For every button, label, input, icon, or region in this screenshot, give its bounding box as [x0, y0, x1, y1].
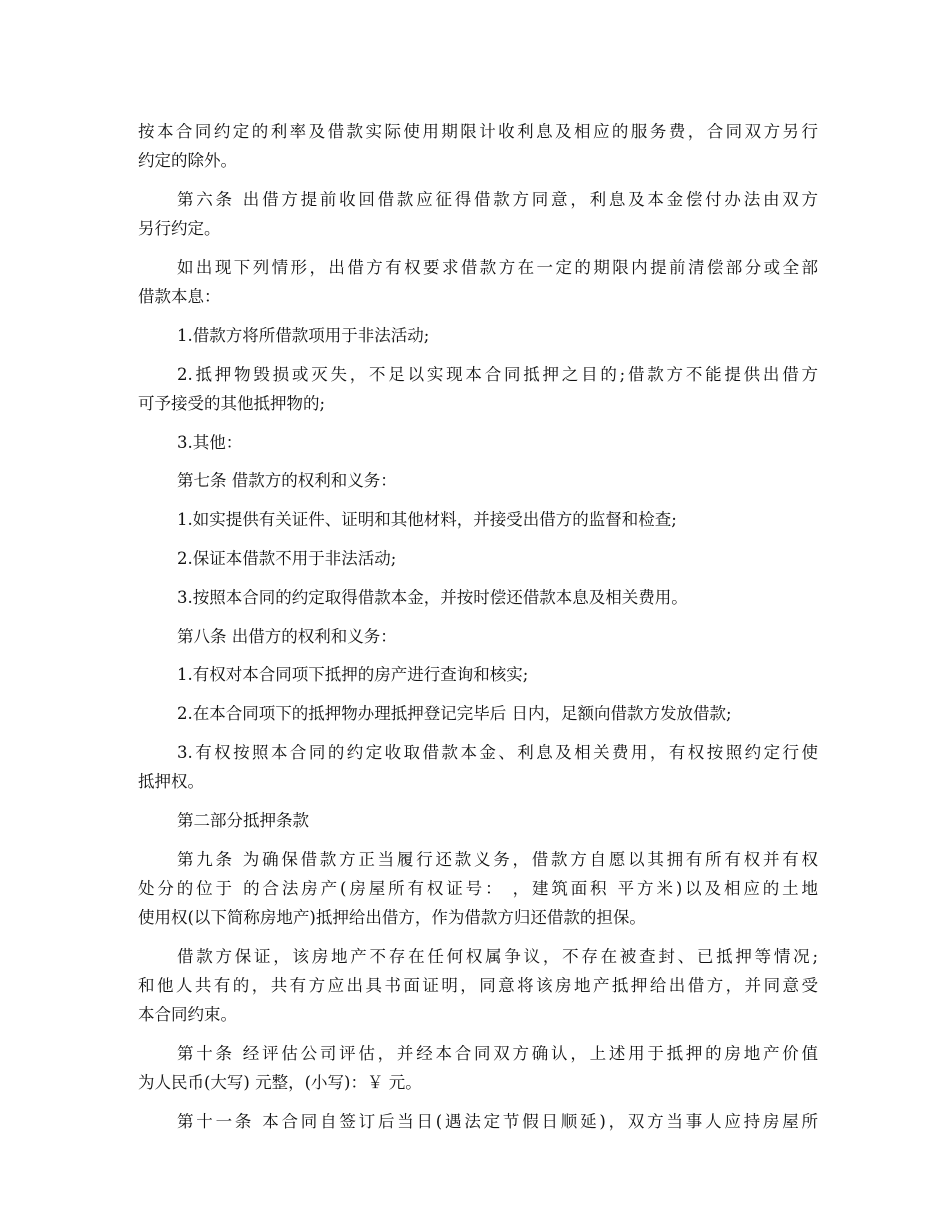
paragraph-line: 本合同约束。: [138, 1005, 237, 1025]
paragraph-line: 和他人共有的，共有方应出具书面证明，同意将该房地产抵押给出借方，并同意受: [138, 976, 818, 995]
article-8-heading: 第八条 出借方的权利和义务：: [177, 626, 397, 646]
paragraph-line: 如出现下列情形，出借方有权要求借款方在一定的期限内提前清偿部分或全部: [177, 257, 818, 277]
document-page: [138, 117, 818, 1136]
list-item: 3.其他：: [177, 432, 243, 452]
list-item: 1.如实提供有关证件、证明和其他材料，并接受出借方的监督和检查;: [177, 510, 677, 530]
paragraph-line: 为人民币(大写) 元整，(小写)：￥ 元。: [138, 1073, 422, 1093]
article-9-line: 第九条 为确保借款方正当履行还款义务，借款方自愿以其拥有所有权并有权: [177, 849, 818, 869]
article-10-line: 第十条 经评估公司评估，并经本合同双方确认，上述用于抵押的房地产价值: [177, 1043, 818, 1063]
paragraph-line: 使用权(以下简称房地产)抵押给出借方，作为借款方归还借款的担保。: [138, 908, 646, 928]
list-item: 3.有权按照本合同的约定收取借款本金、利息及相关费用，有权按照约定行使: [177, 742, 818, 762]
list-item-continuation: 抵押权。: [138, 772, 204, 792]
paragraph-line: 借款本息：: [138, 287, 221, 307]
list-item: 2.在本合同项下的抵押物办理抵押登记完毕后 日内，足额向借款方发放借款;: [177, 704, 732, 724]
list-item: 1.有权对本合同项下抵押的房产进行查询和核实;: [177, 665, 529, 685]
list-item: 2.保证本借款不用于非法活动;: [177, 549, 397, 568]
list-item: 3.按照本合同的约定取得借款本金，并按时偿还借款本息及相关费用。: [177, 587, 688, 607]
list-item-continuation: 可予接受的其他抵押物的;: [138, 393, 326, 413]
paragraph-line: 处分的位于 的合法房产(房屋所有权证号： ，建筑面积 平方米)以及相应的土地: [138, 878, 818, 898]
paragraph-line: 按本合同约定的利率及借款实际使用期限计收利息及相应的服务费，合同双方另行: [138, 122, 818, 141]
list-item: 2.抵押物毁损或灭失，不足以实现本合同抵押之目的;借款方不能提供出借方: [177, 364, 818, 384]
paragraph-line: 另行约定。: [138, 219, 221, 239]
list-item: 1.借款方将所借款项用于非法活动;: [177, 325, 430, 345]
paragraph-line: 约定的除外。: [138, 151, 237, 171]
article-11-line: 第十一条 本合同自签订后当日(遇法定节假日顺延)，双方当事人应持房屋所: [177, 1111, 818, 1131]
article-7-heading: 第七条 借款方的权利和义务：: [177, 471, 397, 491]
article-6-line: 第六条 出借方提前收回借款应征得借款方同意，利息及本金偿付办法由双方: [177, 189, 818, 209]
paragraph-line: 借款方保证，该房地产不存在任何权属争议，不存在被查封、已抵押等情况;: [177, 946, 818, 966]
section-heading: 第二部分抵押条款: [177, 810, 309, 830]
